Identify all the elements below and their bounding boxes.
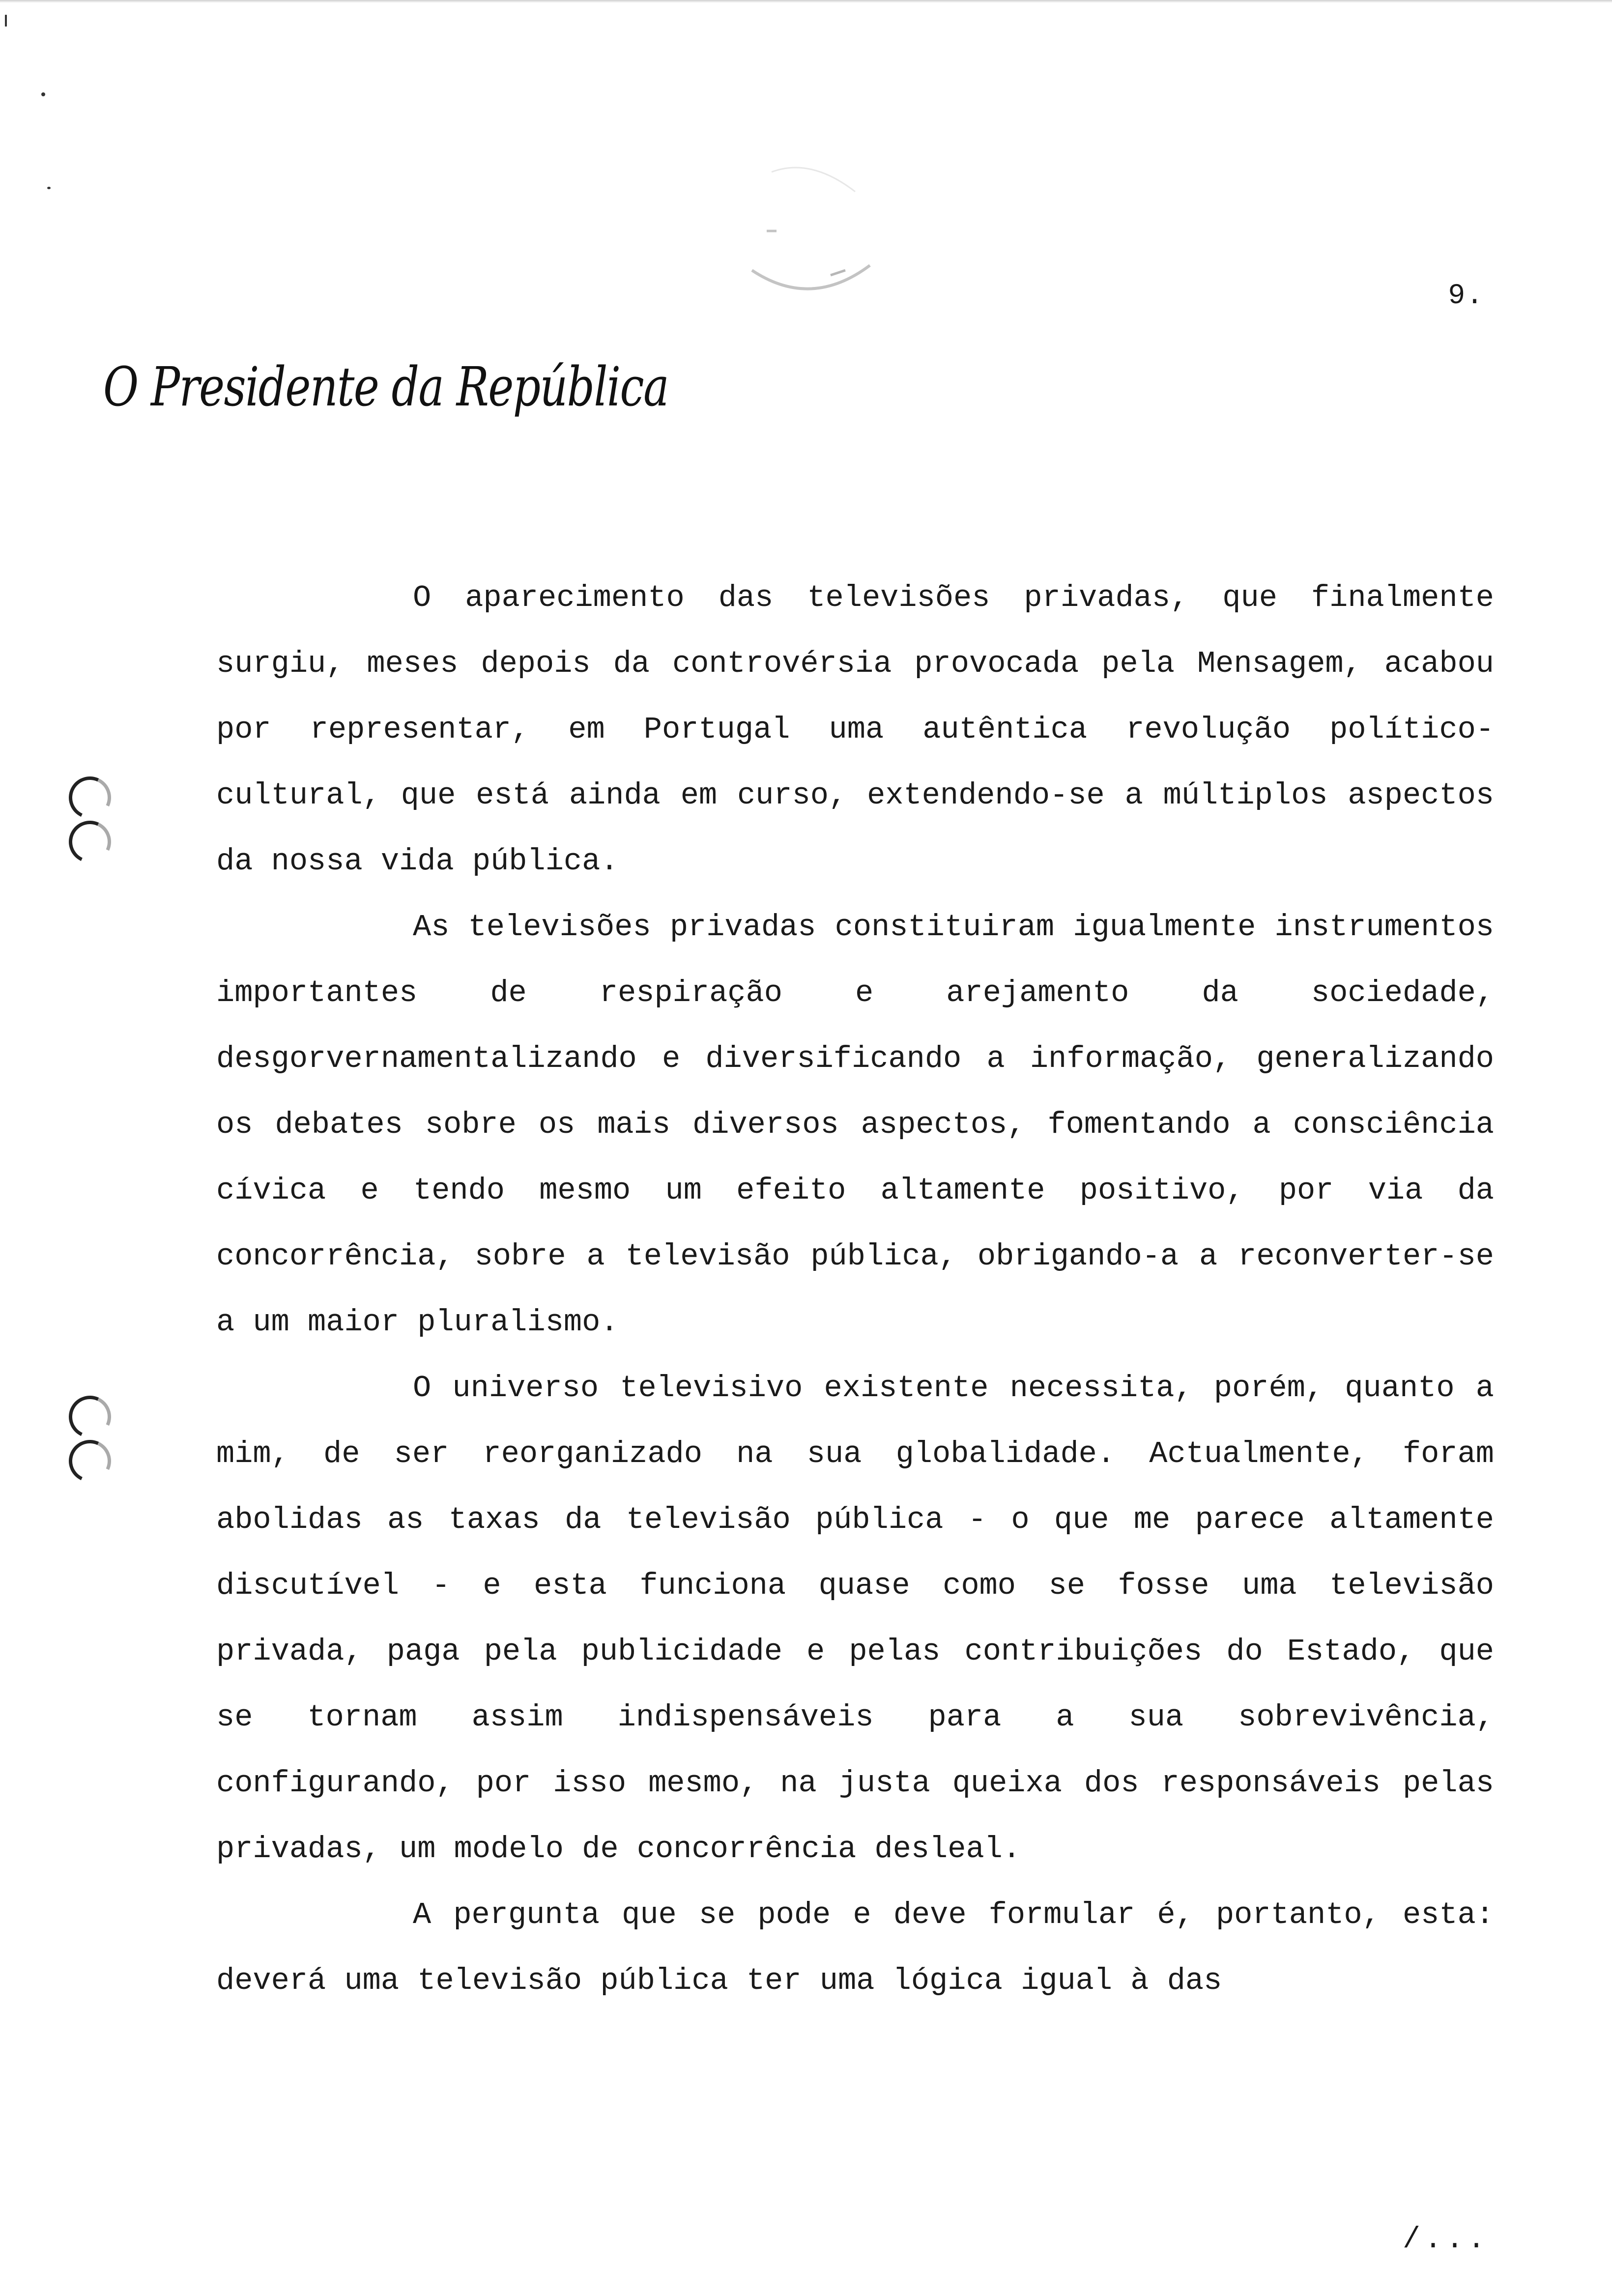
page-number: 9.	[1448, 280, 1484, 312]
letterhead	[98, 344, 678, 432]
punch-hole-mark	[63, 815, 117, 869]
body-text	[216, 565, 1494, 2014]
scan-speck	[47, 187, 51, 189]
svg-text:O Presidente da República: O Presidente da República	[103, 355, 668, 418]
faint-stamp	[742, 162, 880, 319]
scan-speck	[41, 92, 45, 96]
presidential-letterhead-script	[98, 344, 678, 432]
paragraph-3: O universo televisivo existente necessita, porém, quanto a mim, de ser reorganizado na sua globalidade. Actualmente, foram abolidas as taxas da televisão pública - o que me parece altamente discutível - e esta funciona quase como se fosse uma televisão privada, paga pela publicidade e pelas contribuições do Estado, que se tornam assim indispensáveis para a sua sobrevivência, configurando, por isso mesmo, na justa queixa dos responsáveis pelas privadas, um modelo de concorrência desleal.	[216, 1371, 1494, 1866]
scan-edge	[0, 0, 1612, 3]
scan-speck	[5, 15, 7, 27]
punch-hole-mark	[63, 1390, 117, 1444]
continuation-mark: /...	[1402, 2223, 1489, 2257]
paragraph-2: As televisões privadas constituiram igualmente instrumentos importantes de respiração e arejamento da sociedade, desgorvernamentalizando e diversificando a informação, generalizando os debates sobre os mais diversos aspectos, fomentando a consciência cívica e tendo mesmo um efeito altamente positivo, por via da concorrência, sobre a televisão pública, obrigando-a a reconverter-se a um maior pluralismo.	[216, 910, 1494, 1340]
punch-hole-mark	[63, 1434, 117, 1488]
paragraph-4: A pergunta que se pode e deve formular é, portanto, esta: deverá uma televisão pública ter uma lógica igual à das	[216, 1897, 1494, 1998]
paragraph-1: O aparecimento das televisões privadas, que finalmente surgiu, meses depois da controvérsia provocada pela Mensagem, acabou por representar, em Portugal uma autêntica revolução político-cultural, que está ainda em curso, extendendo-se a múltiplos aspectos da nossa vida pública.	[216, 580, 1494, 879]
punch-hole-mark	[63, 771, 117, 825]
